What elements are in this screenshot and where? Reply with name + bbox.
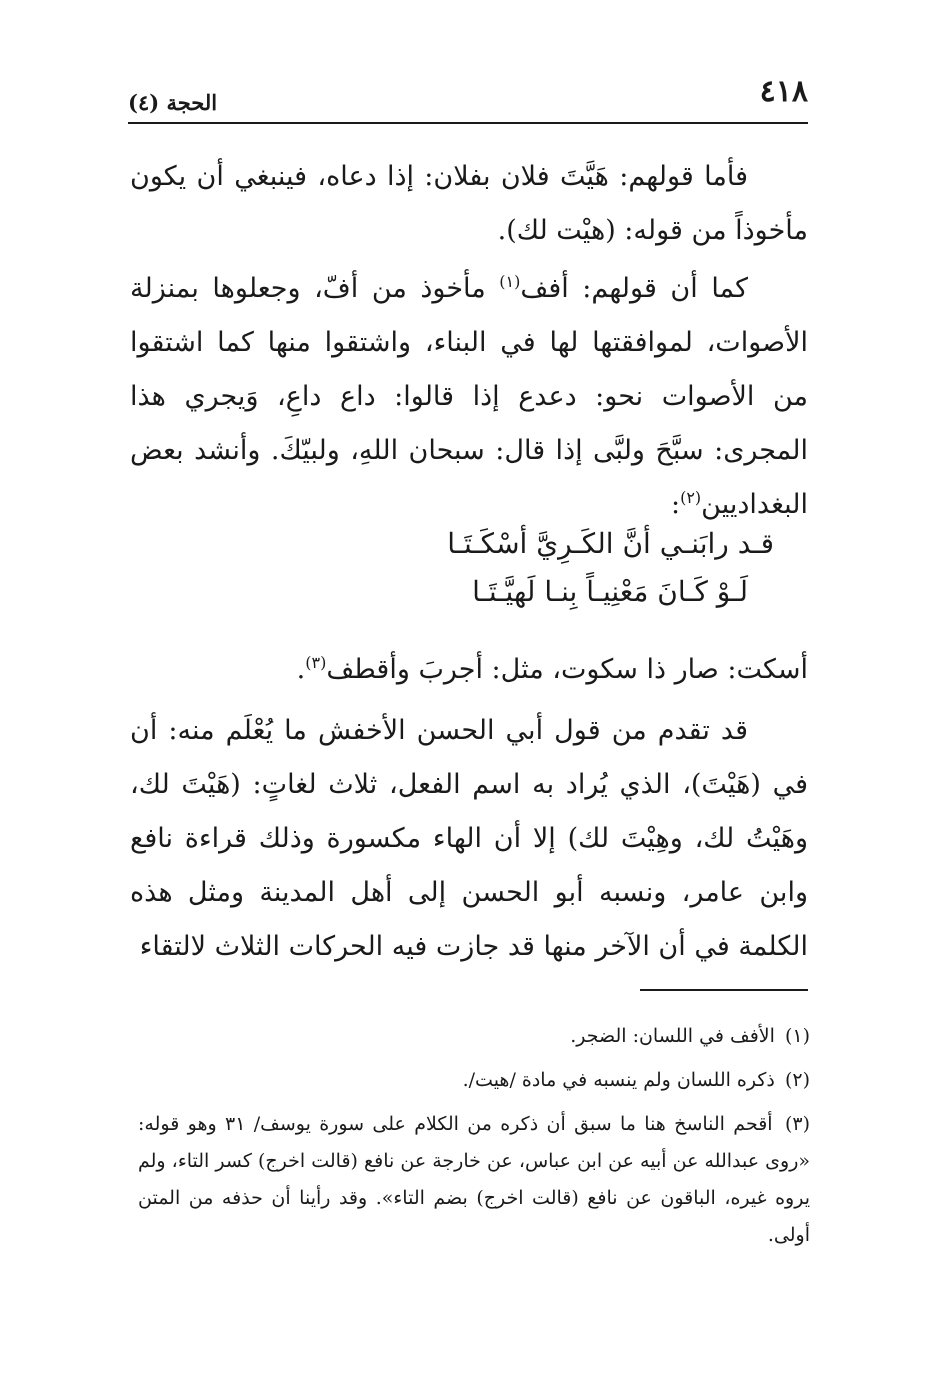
footnote-text: أقحم الناسخ هنا ما سبق أن ذكره من الكلام على سورة يوسف/ ٣١ وهو قوله: «روى عبدالله عن أبيه عن ابن عباس، عن خارجة عن نافع (قالت اخرج) كسر التاء، ولم يروه غيره، الباقون عن نافع (قالت اخرج) بضم التاء». وقد رأينا أن حذفه من المتن أولى. bbox=[138, 1113, 810, 1246]
footnote-number: (٣) bbox=[784, 1113, 810, 1135]
footnote-3 bbox=[138, 1106, 810, 1254]
paragraph-2-text-c: : bbox=[670, 489, 681, 520]
footnotes bbox=[138, 1018, 810, 1261]
paragraph-2-text-a: كما أن قولهم: أفف bbox=[520, 273, 749, 304]
footnote-number: (١) bbox=[784, 1025, 810, 1047]
running-title: الحجة (٤) bbox=[128, 90, 218, 115]
paragraph-2-text-b: مأخوذ من أفّ، وجعلوها بمنزلة الأصوات، لموافقتها لها في البناء، واشتقوا منها كما اشتقوا من الأصوات نحو: دعدع إذا قالوا: داع داعِ، وَيجري هذا المجرى: سبَّحَ ولبَّى إذا قال: سبحان اللهِ، ولبيّكَ. وأنشد بعض البغداديين bbox=[130, 273, 808, 520]
footnote-2 bbox=[138, 1062, 810, 1099]
paragraph-3 bbox=[130, 643, 808, 697]
page-header bbox=[128, 72, 808, 124]
paragraph-1: فأما قولهم: هَيَّتَ فلان بفلان: إذا دعاه، فينبغي أن يكون مأخوذاً من قوله: (هيْت لك). bbox=[130, 161, 808, 246]
footnote-text: الأفف في اللسان: الضجر. bbox=[570, 1025, 775, 1047]
footnote-ref-2: (٢) bbox=[680, 488, 702, 507]
paragraph-3-text-a: أسكت: صار ذا سكوت، مثل: أجربَ وأقطف bbox=[326, 654, 808, 685]
page-number: ٤١٨ bbox=[759, 74, 808, 109]
verse-line-2: لَـوْ كَـانَ مَعْنِيـاً بِنـا لَهيَّـتَـا bbox=[472, 575, 748, 608]
paragraph-2 bbox=[130, 262, 808, 532]
footnote-ref-1: (١) bbox=[499, 272, 521, 291]
verse-line-1: قـد رابَنـي أنَّ الكَـرِيَّ أسْكَـتَـا bbox=[447, 527, 774, 560]
paragraph-3-text-b: . bbox=[296, 654, 306, 685]
footnote-number: (٢) bbox=[784, 1069, 810, 1091]
footnote-text: ذكره اللسان ولم ينسبه في مادة /هيت/. bbox=[462, 1069, 775, 1091]
footnote-1 bbox=[138, 1018, 810, 1055]
footnote-divider bbox=[640, 989, 808, 991]
footnote-ref-3: (٣) bbox=[305, 653, 327, 672]
paragraph-4: قد تقدم من قول أبي الحسن الأخفش ما يُعْلَم منه: أن في (هَيْتَ)، الذي يُراد به اسم الفعل، ثلاث لغاتٍ: (هَيْتَ لك، وهَيْتُ لك، وهِيْتَ لك) إلا أن الهاء مكسورة وذلك قراءة نافع وابن عامر، ونسبه أبو الحسن إلى أهل المدينة ومثل هذه الكلمة في أن الآخر منها قد جازت فيه الحركات الثلاث لالتقاء bbox=[130, 715, 808, 962]
